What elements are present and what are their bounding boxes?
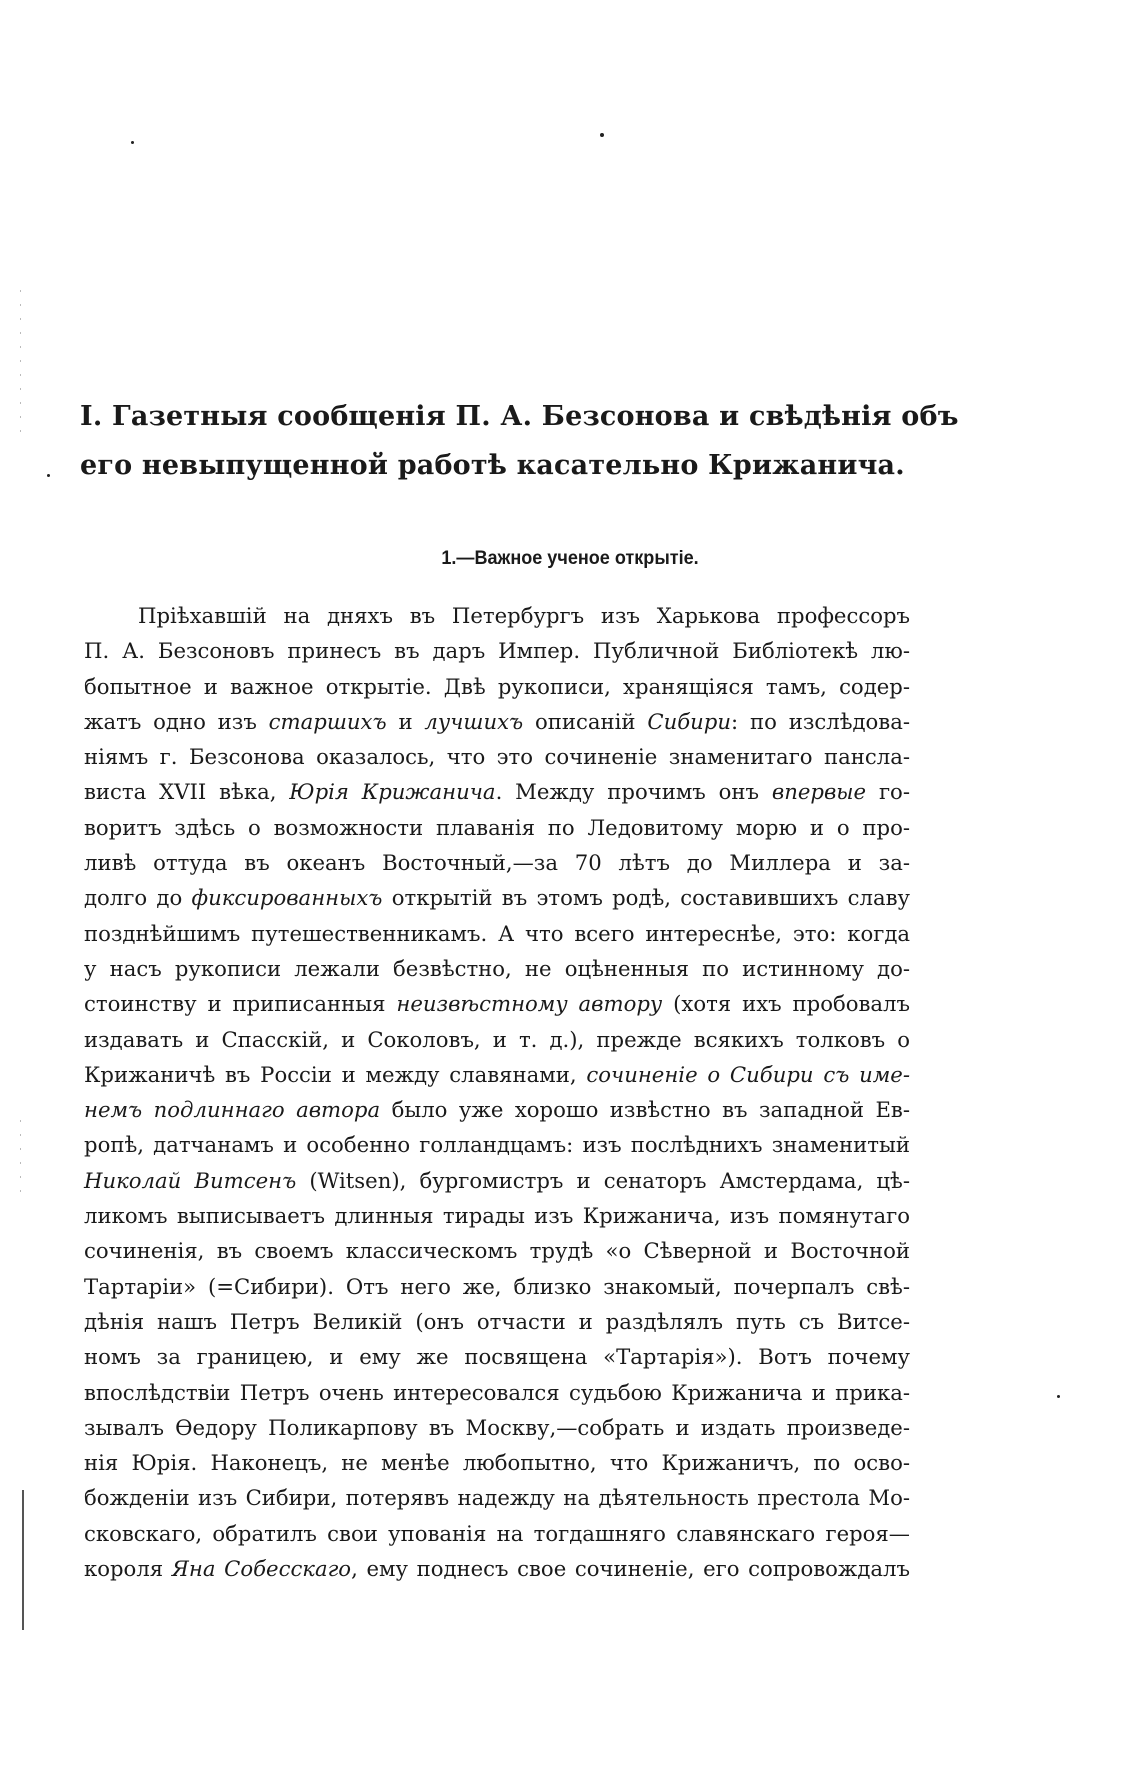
italic-text: фиксированныхъ bbox=[191, 885, 383, 911]
text-run: (хотя ихъ пробовалъ bbox=[662, 991, 910, 1017]
text-line bbox=[84, 1480, 910, 1515]
text-run: короля bbox=[84, 1556, 172, 1582]
italic-text: Яна Собесскаго bbox=[171, 1556, 352, 1582]
text-run: божденіи изъ Сибири, потерявъ надежду на дѣятельность престола Мо- bbox=[84, 1485, 910, 1511]
text-run: бопытное и важное открытіе. Двѣ рукописи, хранящіяся тамъ, содер- bbox=[84, 673, 910, 699]
text-line bbox=[84, 1516, 910, 1551]
text-run: стоинству и приписанныя bbox=[84, 991, 397, 1017]
text-line bbox=[84, 633, 910, 668]
text-run: впослѣдствіи Петръ очень интересовался судьбою Крижанича и прика- bbox=[84, 1379, 910, 1405]
italic-text: Юрія Крижанича bbox=[289, 779, 496, 805]
chapter-title-line: его невыпущенной работѣ касательно Крижанича. bbox=[80, 450, 905, 481]
text-run: и bbox=[386, 708, 425, 734]
text-run: открытій въ этомъ родѣ, составившихъ славу bbox=[382, 885, 910, 911]
text-run: описаній bbox=[523, 708, 648, 734]
text-run: было уже хорошо извѣстно въ западной Ев- bbox=[380, 1097, 910, 1123]
text-line bbox=[84, 1022, 910, 1057]
text-line bbox=[84, 669, 910, 704]
text-run: ніямъ г. Безсонова оказалось, что это сочиненіе знаменитаго пансла- bbox=[84, 744, 910, 770]
text-run: Пріѣхавшій на дняхъ въ Петербургъ изъ Харькова профессоръ bbox=[138, 603, 910, 628]
italic-text: неизвѣстному автору bbox=[396, 991, 663, 1017]
text-line bbox=[84, 1269, 910, 1304]
italic-text: сочиненіе о Сибири съ име- bbox=[586, 1061, 911, 1087]
text-line bbox=[84, 845, 910, 880]
text-run: сочиненія, въ своемъ классическомъ трудѣ «о Сѣверной и Восточной bbox=[84, 1238, 910, 1264]
text-line bbox=[84, 916, 910, 951]
text-line bbox=[84, 1092, 910, 1127]
text-line bbox=[84, 1410, 910, 1445]
text-run: ропѣ, датчанамъ и особенно голландцамъ: изъ послѣднихъ знаменитый bbox=[84, 1132, 910, 1158]
text-line bbox=[84, 1198, 910, 1233]
scan-speck bbox=[600, 133, 604, 137]
text-line bbox=[84, 704, 910, 739]
italic-text: Николай Витсенъ bbox=[84, 1167, 297, 1193]
text-line bbox=[84, 598, 910, 633]
text-run: издавать и Спасскій, и Соколовъ, и т. д.), прежде всякихъ толковъ о bbox=[84, 1026, 910, 1052]
text-run: , ему поднесъ свое сочиненіе, его сопровождалъ bbox=[351, 1556, 910, 1582]
text-run: жатъ одно изъ bbox=[84, 708, 269, 734]
text-line bbox=[84, 739, 910, 774]
section-heading: 1.—Важное ученое открытіе. bbox=[441, 548, 699, 569]
text-run: (Witsen), бургомистръ и сенаторъ Амстердама, цѣ- bbox=[296, 1167, 910, 1193]
scan-edge-dots bbox=[20, 290, 21, 440]
text-line bbox=[84, 810, 910, 845]
text-run: номъ за границею, и ему же посвящена «Тартарія»). Вотъ почему bbox=[84, 1344, 910, 1370]
text-run: сковскаго, обратилъ свои упованія на тогдашняго славянскаго героя— bbox=[84, 1520, 910, 1546]
text-line bbox=[84, 1163, 910, 1198]
text-run: долго до bbox=[84, 885, 192, 911]
text-run: Тартаріи» (=Сибири). Отъ него же, близко знакомый, почерпалъ свѣ- bbox=[84, 1273, 910, 1299]
text-run: . Между прочимъ онъ bbox=[495, 779, 772, 805]
text-line bbox=[84, 1375, 910, 1410]
text-line bbox=[84, 1445, 910, 1480]
text-run: го- bbox=[866, 779, 910, 805]
text-run: дѣнія нашъ Петръ Великій (онъ отчасти и раздѣлялъ путь съ Витсе- bbox=[84, 1308, 910, 1334]
italic-text: впервые bbox=[771, 779, 867, 805]
text-line bbox=[84, 1057, 910, 1092]
text-run: ливѣ оттуда въ океанъ Восточный,—за 70 лѣтъ до Миллера и за- bbox=[84, 850, 910, 876]
text-run: позднѣйшимъ путешественникамъ. А что всего интереснѣе, это: когда bbox=[84, 920, 910, 946]
text-run: П. А. Безсоновъ принесъ въ даръ Импер. Публичной Библіотекѣ лю- bbox=[84, 638, 910, 664]
text-run: воритъ здѣсь о возможности плаванія по Ледовитому морю и о про- bbox=[84, 814, 910, 840]
text-line bbox=[84, 774, 910, 809]
text-line bbox=[84, 1127, 910, 1162]
scan-speck bbox=[47, 474, 50, 477]
italic-text: лучшихъ bbox=[424, 708, 524, 734]
body-paragraph bbox=[84, 598, 910, 1586]
text-line bbox=[84, 880, 910, 915]
chapter-title-line: I. Газетныя сообщенія П. А. Безсонова и свѣдѣнія объ bbox=[80, 401, 959, 432]
text-line bbox=[84, 1339, 910, 1374]
italic-text: немъ подлиннаго автора bbox=[84, 1097, 381, 1123]
text-line bbox=[84, 951, 910, 986]
text-run: виста XVII вѣка, bbox=[84, 779, 290, 805]
text-run: нія Юрія. Наконецъ, не менѣе любопытно, что Крижаничъ, по осво- bbox=[84, 1450, 910, 1476]
scan-speck bbox=[1057, 1395, 1060, 1398]
scan-edge-dots bbox=[20, 1120, 21, 1200]
scan-edge-line bbox=[22, 1490, 24, 1630]
text-line bbox=[84, 1551, 910, 1586]
text-run: зывалъ Ѳедору Поликарпову въ Москву,—собрать и издать произведе- bbox=[84, 1414, 910, 1440]
scan-speck bbox=[131, 141, 134, 144]
text-run: : по изслѣдова- bbox=[731, 708, 910, 734]
chapter-title bbox=[80, 392, 980, 490]
text-line bbox=[84, 986, 910, 1021]
italic-text: старшихъ bbox=[268, 708, 387, 734]
text-run: у насъ рукописи лежали безвѣстно, не оцѣненныя по истинному до- bbox=[84, 955, 910, 981]
text-run: ликомъ выписываетъ длинныя тирады изъ Крижанича, изъ помянутаго bbox=[84, 1203, 910, 1229]
text-line bbox=[84, 1304, 910, 1339]
text-line bbox=[84, 1233, 910, 1268]
italic-text: Сибири bbox=[647, 708, 732, 734]
text-run: Крижаничѣ въ Россіи и между славянами, bbox=[84, 1061, 587, 1087]
